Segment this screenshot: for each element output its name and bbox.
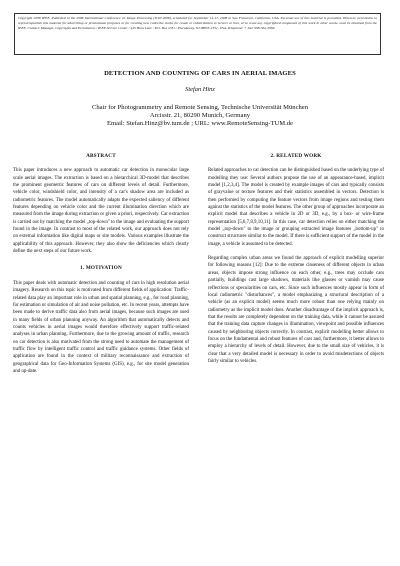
- affiliation-line: Chair for Photogrammetry and Remote Sensing, Technische Universität München: [91, 104, 309, 111]
- copyright-notice: Copyright 2008 IEEE. Published in the 2008 International Conference on Image Processing (ICIP 2008), scheduled for September 14-17, 2008 in San Francisco, California, USA. Personal use of this material is permitted. However, permission to reprint/republish this material for advertising or promotional purposes or for creating new collective works for resale or redistribution to servers or lists, or to reuse any copyrighted component of this work in other works, must be obtained from the IEEE. Contact: Manager, Copyrights and Permissions / IEEE Service Center / 445 Hoes Lane / P.O. Box 1331 / Piscataway, NJ 08855-1331, USA. Telephone: + Intl. 908-562-3966.: [14, 13, 381, 55]
- affiliation-address: Arcisstr. 21, 80290 Munich, Germany: [149, 112, 251, 120]
- related-work-text: Related approaches to car detection can be distinguished based on the underlying type of modelling they use: Several authors propose the use of an appearance-based, implicit model [1,2,3,4]. The model is created by example images of cars and typically consists of grayvalue or texture features and their statistics assembled in vectors. Detection is then performed by computing the feature vectors from image regions and testing them against the statistics of the model features. The other group of approaches incorporate an explicit model that describes a vehicle in 2D or 3D, e.g., by a box- or wire-frame representation [5,6,7,8,9,10,11]. In this case, car detection relies on either matching the model „top-down" to the image or grouping extracted image features „bottom-up" to construct structures similar to the model. If there is sufficient support of the model in the image, a vehicle is assumed to be detected.: [208, 168, 384, 247]
- motivation-text: This paper deals with automatic detection and counting of cars in high resolution aerial imagery. Research on this topic is motivated from different fields of application: Traffic-related data play an important role in urban and spatial planning, e.g., for road planning, for estimation or simulation of air and noise pollution, etc. In recent years, attempts have been made to derive traffic data also from aerial images, because such images are used in many fields of urban planning anyway. An algorithm that automatically detects and counts vehicles in aerial images would therefore effectively support traffic-related analyses in urban planning. Furthermore, due to the growing amount of traffic, research on car detection is also motivated from the strong need to automate the management of traffic flow by intelligent traffic control and traffic guidance systems. Other fields of application are found in the context of military reconnaissance and extraction of geographical data for Geo-Information Systems (GIS), e.g., for site model generation and up-date.: [13, 280, 189, 374]
- right-column: [208, 153, 384, 365]
- related-work-heading: 2. RELATED WORK: [270, 153, 322, 159]
- motivation-heading: 1. MOTIVATION: [80, 265, 122, 272]
- paper-title: DETECTION AND COUNTING OF CARS IN AERIAL IMAGES: [104, 70, 296, 77]
- abstract-heading: ABSTRACT: [86, 153, 116, 159]
- paper-author: Stefan Hinz: [185, 86, 215, 93]
- explicit-modelling-text: Regarding complex urban areas we found the approach of explicit modelling superior for following reasons [12]: Due to the extreme closeness of different objects in urban areas, objects impose strong influence on each other, e.g., trees may occlude cars partially, buildings cast large shadows, materials like glasses or varnish may cause reflections or specularities on cars, etc. Since such influences mostly appear in form of local radiometric "disturbances", a model emphasizing a structural description of a vehicle (as an explicit model) seems much more robust than one relying mainly on radiometry as the implicit model does. Another disadvantage of the implicit approach is, that the results are completely dependent on the training data, while it cannot be assured that the training data capture changes in illumination, viewpoint and possible influences caused by neighboring objects correctly. In contrast, explicit modelling better allows to focus on the fundamental and robust features of cars and, furthermore, it better allows to employ a hierarchy of levels of detail. However, due to the small size of vehicles, it is clear that a very detailed model is necessary in order to avoid misdetections of objects fairly similar to vehicles.: [208, 256, 384, 364]
- affiliation-contact: Email: Stefan.Hinz@bv.tum.de ; URL: www.RemoteSensing-TUM.de: [107, 120, 293, 128]
- left-column: [13, 153, 189, 375]
- author-affiliation: [0, 104, 400, 129]
- abstract-text: This paper introduces a new approach to automatic car detection in monocular large scale aerial images. The extraction is based on a hierarchical 3D-model that describes the prominent geometric features of cars on different levels of detail. Furthermore, vehicle color, windshield color, and intensity of a car's shadow area are included as radiometric features. The model automatically adapts the expected saliency of different features depending on vehicle color and the current illumination direction which are measured from the image during extraction or given a priori, respectively. Car extraction is carried out by matching the model „top-down" to the image and evaluating the support found in the image. In contrast to most of the related work, our approach does not rely on external information like digital maps or site models. Various examples illustrate the applicability of this approach. However, they also show the deficiencies which clearly define the next steps of our future work.: [13, 168, 189, 255]
